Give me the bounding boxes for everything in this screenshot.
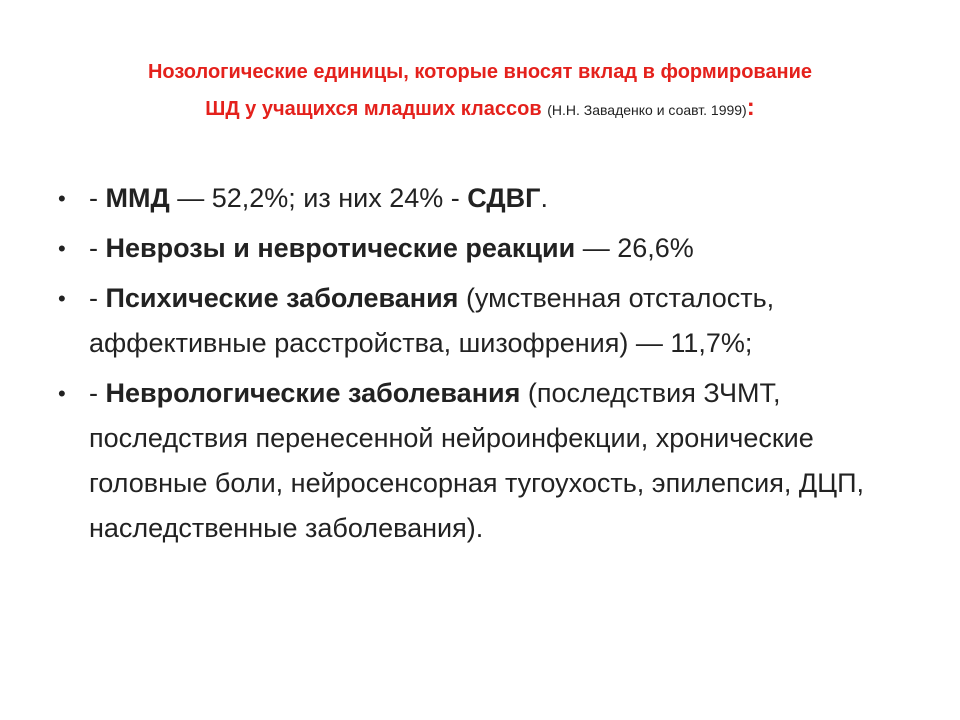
- bullet-term-2: СДВГ: [467, 183, 541, 213]
- title-line-1: Нозологические единицы, которые вносят вклад в формирование: [147, 61, 813, 83]
- bullet-icon: •: [58, 236, 66, 261]
- bullet-term: Неврологические заболевания: [105, 378, 521, 408]
- bullet-prefix: -: [89, 233, 106, 263]
- bullet-term: ММД: [105, 183, 170, 213]
- bullet-icon: •: [58, 186, 66, 211]
- bullet-item-neuroses: [58, 226, 898, 271]
- bullet-item-mental: [58, 276, 898, 366]
- bullet-item-neurological: [58, 371, 898, 551]
- bullet-icon: •: [58, 286, 66, 311]
- slide-title: [60, 54, 900, 128]
- bullet-prefix: -: [89, 183, 106, 213]
- bullet-text: — 26,6%: [575, 233, 694, 263]
- bullet-text: — 52,2%; из них 24% -: [169, 183, 468, 213]
- bullet-icon: •: [58, 381, 66, 406]
- bullet-prefix: -: [89, 378, 106, 408]
- bullet-term: Психические заболевания: [105, 283, 459, 313]
- bullet-list: [58, 176, 898, 556]
- bullet-text: (умственная отсталость, аффективные расстройства, шизофрения) — 11,7%;: [89, 283, 775, 358]
- bullet-text: (последствия ЗЧМТ, последствия перенесенной нейроинфекции, хронические головные боли, нейросенсорная тугоухость, эпилепсия, ДЦП, наследственные заболевания).: [89, 378, 865, 543]
- title-source: (Н.Н. Заваденко и соавт. 1999): [547, 102, 747, 118]
- bullet-prefix: -: [89, 283, 106, 313]
- bullet-tail: .: [540, 183, 548, 213]
- bullet-term: Неврозы и невротические реакции: [105, 233, 576, 263]
- bullet-item-mmd: [58, 176, 898, 221]
- title-colon: :: [746, 94, 755, 121]
- title-line-2: ШД у учащихся младших классов: [205, 98, 542, 120]
